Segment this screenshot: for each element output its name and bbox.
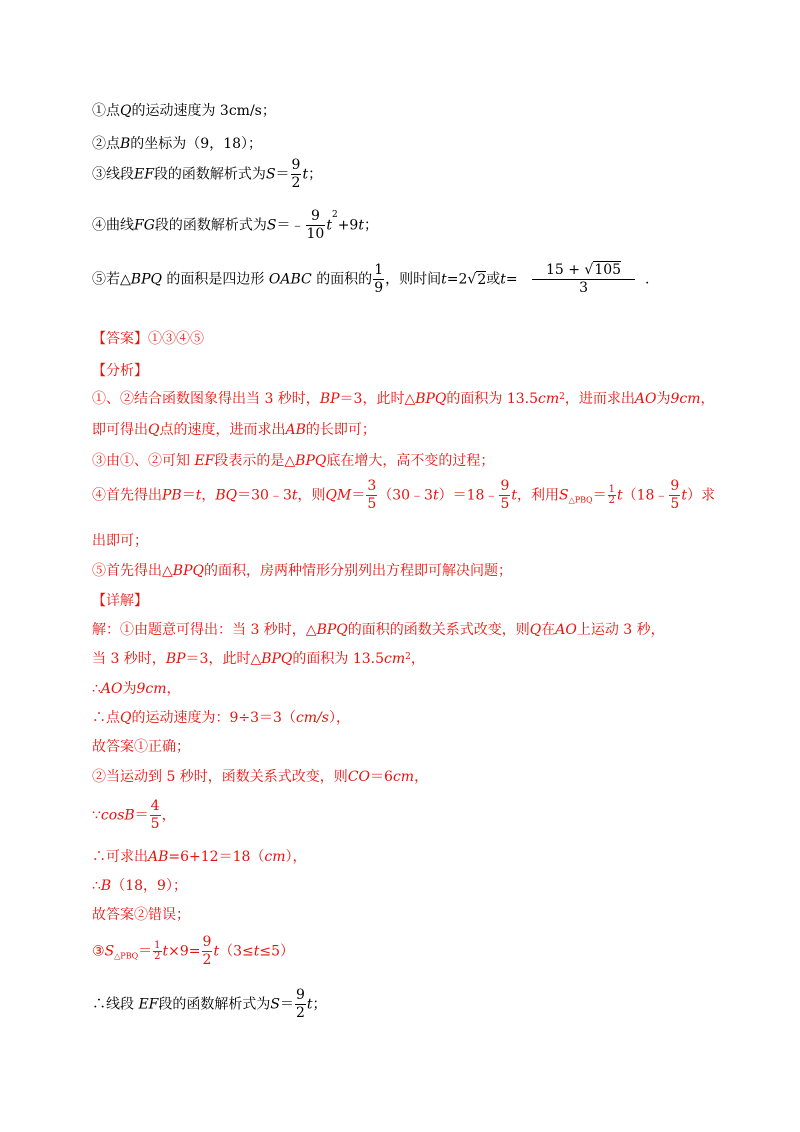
var-ef: EF (134, 166, 154, 183)
radicand: 2 (477, 271, 487, 288)
var-cosb: cosB (100, 807, 135, 824)
text: 段的函数解析式为 (154, 217, 267, 234)
text: ＝ (592, 487, 607, 504)
text: ①、②结合函数图象得出当 3 秒时， (92, 391, 320, 407)
var-co: CO (347, 769, 371, 785)
var-q: Q (120, 103, 132, 119)
var-ao: AO (634, 391, 657, 407)
var-t: t (306, 996, 313, 1013)
numerator: 1 (154, 940, 161, 951)
var-t: t (432, 487, 439, 504)
exponent: 2 (331, 210, 338, 220)
text: =6+12＝18（ (168, 849, 265, 865)
text: （30﹣3 (378, 487, 433, 504)
text: ②当运动到 5 秒时，函数关系式改变，则 (92, 769, 348, 785)
denominator: 2 (154, 951, 161, 962)
text: ③由①、②可知 (92, 453, 190, 469)
text: 底在增大，高不变的过程； (326, 453, 495, 469)
unit-cm: cm (264, 849, 286, 865)
denominator: 5 (500, 496, 510, 512)
text: ＝6 (370, 769, 393, 785)
var-bp: BP (165, 651, 186, 667)
denominator: 3 (579, 280, 588, 296)
text: 解：①由题意可得出：当 3 秒时，△ (92, 622, 317, 638)
text: ＝ (181, 487, 196, 504)
detail-line-11 (92, 934, 294, 969)
analysis-label (92, 362, 148, 380)
var-fg: FG (134, 217, 155, 234)
var-s: S (559, 487, 569, 504)
text: ∴线段 (92, 996, 134, 1013)
text: 段表示的是△ (214, 453, 296, 469)
var-bpq: BPQ (295, 453, 327, 469)
text: ，则 (297, 487, 326, 504)
text: ）＝18﹣ (438, 487, 499, 504)
numerator: 1 (608, 484, 615, 495)
var-t: t (302, 166, 309, 183)
text: . (644, 271, 650, 288)
fraction-1-2 (153, 941, 161, 962)
var-q: Q (148, 422, 160, 438)
statement-2 (92, 135, 262, 153)
text: 的面积是四边形 (166, 271, 265, 288)
text: （3≤ (219, 943, 254, 960)
var-t: t (326, 217, 332, 234)
text: ＝ (138, 943, 153, 960)
value: 9cm (670, 391, 701, 407)
var-oabc: OABC (268, 271, 312, 288)
text: ）求 (686, 487, 715, 504)
subscript: △PBQ (568, 495, 593, 505)
text: ⑤首先得出△ (92, 563, 173, 579)
analysis-line-2 (92, 421, 376, 439)
text: =2 (446, 271, 468, 288)
numerator: 9 (202, 934, 212, 950)
text: ③线段 (92, 166, 134, 183)
text: ， (161, 807, 176, 824)
fraction-9-10 (306, 208, 326, 243)
text: ，则时间 (385, 271, 442, 288)
answer-label: 【答案】 (92, 331, 148, 347)
text: ， (201, 487, 216, 504)
analysis-line-4 (92, 478, 715, 513)
text: ，利用 (517, 487, 559, 504)
text: 的面积的函数关系式改变，则 (347, 622, 530, 638)
unit-cm: cm (392, 769, 415, 785)
denominator: 5 (670, 496, 680, 512)
denominator: 9 (374, 280, 384, 296)
var-s: S (270, 996, 280, 1013)
fraction-9-2 (202, 934, 213, 969)
var-qm: QM (325, 487, 352, 504)
text: ×9= (168, 943, 201, 960)
text: ＝﹣ (276, 217, 305, 234)
radicand: 105 (594, 262, 622, 278)
subscript: △PBQ (114, 951, 139, 961)
var-b: B (100, 878, 112, 894)
text: 上运动 3 秒， (576, 622, 665, 638)
statement-3 (92, 157, 322, 192)
text: ∵ (92, 807, 101, 824)
denominator: 2 (291, 175, 301, 191)
text: ＝ (279, 996, 294, 1013)
var-t: t (441, 271, 447, 288)
text: ①点 (92, 103, 120, 119)
text: ⑤若△ (92, 271, 131, 288)
text: ③ (92, 943, 105, 960)
text: ）， (285, 849, 307, 865)
var-q: Q (120, 710, 132, 726)
var-t: t (253, 943, 260, 960)
text: 为 (122, 681, 137, 697)
var-ef: EF (138, 996, 159, 1013)
var-bpq: BPQ (261, 651, 293, 667)
statement-5: ⑤若△BPQ 的面积是四边形 OABC 的面积的 $\frac{1}{9}$ ，则时间t=2√2或t= $\frac{15 + √105}{3}$ . (92, 262, 650, 296)
var-t: t (511, 487, 517, 504)
text: ∴点 (92, 710, 120, 726)
analysis-line-6 (92, 562, 512, 580)
statement-1 (92, 102, 276, 120)
var-t: t (195, 487, 202, 504)
text: ； (363, 217, 378, 234)
text: 的面积为 13.5 (292, 651, 385, 667)
fraction-9-2 (291, 157, 302, 192)
var-b: B (120, 136, 131, 152)
var-t: t (213, 943, 220, 960)
fraction-1-9 (373, 262, 384, 297)
numerator: 9 (306, 208, 326, 226)
numerator: 9 (500, 478, 510, 494)
text: 的面积的 (316, 271, 373, 288)
var-pb: PB (162, 487, 182, 504)
var-s: S (104, 943, 115, 960)
detail-line-12 (92, 987, 327, 1022)
numerator: 4 (150, 798, 160, 814)
numerator: 9 (295, 987, 305, 1003)
text: 为 (656, 391, 671, 407)
var-bpq: BPQ (130, 271, 162, 288)
var-t: t (500, 271, 506, 288)
detail-line-8 (92, 848, 307, 866)
unit-cm: cm (384, 651, 406, 667)
denominator: 10 (306, 226, 325, 242)
text: 的长即可； (305, 422, 376, 438)
detail-line-1 (92, 621, 665, 639)
var-t: t (162, 943, 169, 960)
text: 的运动速度为 3cm/s； (131, 103, 276, 119)
var-bpq: BPQ (316, 622, 348, 638)
text: ②点 (92, 136, 120, 152)
denominator: 2 (295, 1005, 305, 1021)
var-ao: AO (555, 622, 577, 638)
detail-line-3 (92, 680, 181, 698)
detail-line-9 (92, 877, 187, 895)
text: ＝3，此时△ (339, 391, 416, 407)
text: 即可得出 (92, 422, 148, 438)
text: ， (700, 391, 715, 407)
var-ao: AO (100, 681, 123, 697)
fraction-9-5 (669, 478, 680, 513)
text: 点的速度，进而求出 (159, 422, 286, 438)
numerator: 1 (374, 262, 384, 278)
var-t: t (681, 487, 687, 504)
var-s: S (265, 166, 276, 183)
var-bp: BP (319, 391, 340, 407)
var-bpq: BPQ (415, 391, 447, 407)
text: 当 3 秒时， (92, 651, 166, 667)
text: 【详解】 (92, 593, 148, 609)
text: ＝3，此时△ (185, 651, 262, 667)
detail-line-6 (92, 768, 428, 786)
var-t: t (616, 487, 623, 504)
text: 段的函数解析式为 (158, 996, 271, 1013)
denominator: 2 (608, 495, 615, 506)
text: 在 (541, 622, 556, 638)
text: 的坐标为（9，18）； (130, 136, 263, 152)
fraction-1-2 (608, 485, 616, 506)
text: ≤5） (259, 943, 295, 960)
text: ； (308, 166, 323, 183)
text: 【分析】 (92, 363, 148, 379)
var-ab: AB (285, 422, 306, 438)
statement-4 (92, 208, 378, 243)
fraction-9-2 (295, 987, 306, 1022)
detail-line-10 (92, 906, 190, 924)
unit-cm: cm (538, 391, 560, 407)
text: = (505, 271, 518, 288)
text: 的面积为 13.5 (446, 391, 539, 407)
text: ＝ (134, 807, 149, 824)
exponent: 2 (559, 392, 565, 402)
text: ④首先得出 (92, 487, 162, 504)
var-bpq: BPQ (172, 563, 204, 579)
text: ∴ (92, 878, 101, 894)
answer-value: ①③④⑤ (148, 331, 204, 347)
denominator: 5 (150, 816, 160, 832)
text: ； (312, 996, 327, 1013)
text: 故答案①正确； (92, 739, 190, 755)
text: ＝30﹣3 (237, 487, 292, 504)
fraction-root: $\frac{15 + √105}{3}$ (532, 262, 635, 297)
text: +9 (337, 217, 359, 234)
var-s: S (266, 217, 277, 234)
answer-line (92, 330, 204, 348)
value: 9cm (136, 681, 167, 697)
analysis-line-5 (92, 532, 148, 550)
text: ）， (328, 710, 350, 726)
var-ab: AB (148, 849, 169, 865)
fraction-4-5 (150, 798, 161, 833)
denominator: 2 (202, 952, 212, 968)
unit: cm/s (295, 710, 329, 726)
numerator-part: 15 + (545, 262, 585, 278)
text: 的运动速度为：9÷3＝3（ (131, 710, 296, 726)
text: ∴可求出 (92, 849, 148, 865)
text: 出即可； (92, 533, 148, 549)
text: 段的函数解析式为 (153, 166, 266, 183)
fraction-9-5 (499, 478, 510, 513)
detail-line-4 (92, 709, 350, 727)
text: ∴ (92, 681, 101, 697)
numerator: 9 (291, 157, 301, 173)
detail-line-5 (92, 738, 190, 756)
detail-line-7 (92, 798, 176, 833)
fraction-3-5 (366, 478, 377, 513)
var-q: Q (529, 622, 542, 638)
var-ef: EF (194, 453, 215, 469)
var-bq: BQ (215, 487, 238, 504)
var-t: t (358, 217, 364, 234)
text: ，进而求出 (564, 391, 635, 407)
denominator: 5 (367, 496, 377, 512)
numerator: 3 (367, 478, 377, 494)
text: ， (414, 769, 429, 785)
text: ， (166, 681, 181, 697)
analysis-line-1 (92, 390, 715, 408)
text: 或 (486, 271, 501, 288)
numerator: 9 (670, 478, 680, 494)
text: ＝ (351, 487, 366, 504)
text: ， (410, 651, 425, 667)
exponent: 2 (405, 652, 411, 662)
text: （18，9）； (111, 878, 187, 894)
text: 的面积，房两种情形分别列出方程即可解决问题； (203, 563, 512, 579)
text: ＝ (275, 166, 290, 183)
text: ④曲线 (92, 217, 134, 234)
text: 故答案②错误； (92, 907, 190, 923)
text: （18﹣ (622, 487, 669, 504)
analysis-line-3 (92, 452, 494, 470)
var-t: t (291, 487, 298, 504)
detail-label (92, 592, 148, 610)
detail-line-2 (92, 650, 425, 668)
